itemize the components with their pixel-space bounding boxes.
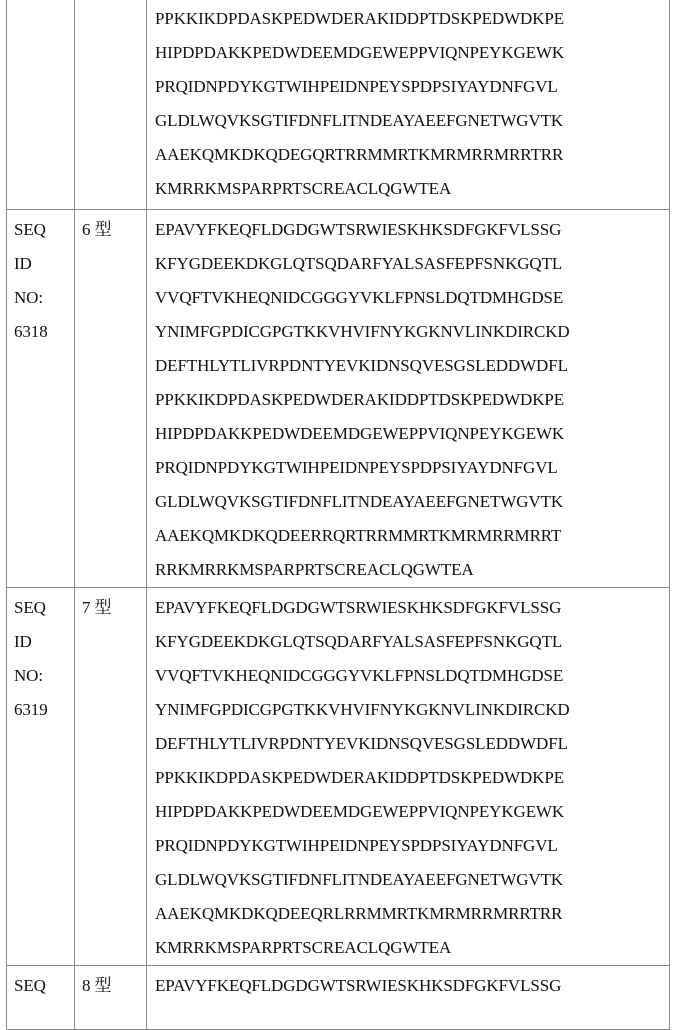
sequence-line: AAEKQMKDKQDEGQRTRRMMRTKMRMRRMRRTRR <box>155 138 669 172</box>
sequence-line: PPKKIKDPDASKPEDWDERAKIDDPTDSKPEDWDKPE <box>155 2 669 36</box>
seq-id-cell <box>7 210 75 588</box>
sequence-line: GLDLWQVKSGTIFDNFLITNDEAYAEEFGNETWGVTK <box>155 863 669 897</box>
sequence-line: PRQIDNPDYKGTWIHPEIDNPEYSPDPSIYAYDNFGVL <box>155 829 669 863</box>
sequence-line: PPKKIKDPDASKPEDWDERAKIDDPTDSKPEDWDKPE <box>155 383 669 417</box>
type-cell <box>75 0 147 210</box>
seq-id-text: SEQ <box>14 213 74 247</box>
sequence-line: DEFTHLYTLIVRPDNTYEVKIDNSQVESGSLEDDWDFL <box>155 727 669 761</box>
sequence-line: EPAVYFKEQFLDGDGWTSRWIESKHKSDFGKFVLSSG <box>155 591 669 625</box>
seq-id-cell <box>7 588 75 966</box>
sequence-line: GLDLWQVKSGTIFDNFLITNDEAYAEEFGNETWGVTK <box>155 485 669 519</box>
sequence-line: KFYGDEEKDKGLQTSQDARFYALSASFEPFSNKGQTL <box>155 247 669 281</box>
sequence-table <box>6 0 670 1030</box>
seq-id-text: ID <box>14 247 74 281</box>
table-row <box>7 0 670 210</box>
sequence-line: PPKKIKDPDASKPEDWDERAKIDDPTDSKPEDWDKPE <box>155 761 669 795</box>
sequence-line: YNIMFGPDICGPGTKKVHVIFNYKGKNVLINKDIRCKD <box>155 315 669 349</box>
seq-id-text: NO: <box>14 659 74 693</box>
seq-id-text: 6318 <box>14 315 74 349</box>
sequence-line: EPAVYFKEQFLDGDGWTSRWIESKHKSDFGKFVLSSG <box>155 969 669 1003</box>
seq-id-text: 6319 <box>14 693 74 727</box>
sequence-line: KFYGDEEKDKGLQTSQDARFYALSASFEPFSNKGQTL <box>155 625 669 659</box>
type-cell <box>75 210 147 588</box>
sequence-line: HIPDPDAKKPEDWDEEMDGEWEPPVIQNPEYKGEWK <box>155 417 669 451</box>
type-label: 7 型 <box>82 591 146 625</box>
table-row <box>7 966 670 1030</box>
sequence-line: EPAVYFKEQFLDGDGWTSRWIESKHKSDFGKFVLSSG <box>155 213 669 247</box>
seq-id-cell <box>7 0 75 210</box>
seq-id-text: SEQ <box>14 969 74 1003</box>
table-row <box>7 210 670 588</box>
sequence-line: HIPDPDAKKPEDWDEEMDGEWEPPVIQNPEYKGEWK <box>155 36 669 70</box>
sequence-cell <box>147 210 670 588</box>
sequence-line: KMRRKMSPARPRTSCREACLQGWTEA <box>155 931 669 965</box>
type-label: 8 型 <box>82 969 146 1003</box>
sequence-line: AAEKQMKDKQDEEQRLRRMMRTKMRMRRMRRTRR <box>155 897 669 931</box>
sequence-line: YNIMFGPDICGPGTKKVHVIFNYKGKNVLINKDIRCKD <box>155 693 669 727</box>
sequence-line: AAEKQMKDKQDEERRQRTRRMMRTKMRMRRMRRT <box>155 519 669 553</box>
sequence-line: KMRRKMSPARPRTSCREACLQGWTEA <box>155 172 669 206</box>
type-cell <box>75 966 147 1030</box>
type-cell <box>75 588 147 966</box>
sequence-cell <box>147 588 670 966</box>
sequence-line: GLDLWQVKSGTIFDNFLITNDEAYAEEFGNETWGVTK <box>155 104 669 138</box>
sequence-line: PRQIDNPDYKGTWIHPEIDNPEYSPDPSIYAYDNFGVL <box>155 451 669 485</box>
table-row <box>7 588 670 966</box>
sequence-line: VVQFTVKHEQNIDCGGGYVKLFPNSLDQTDMHGDSE <box>155 281 669 315</box>
seq-id-text: NO: <box>14 281 74 315</box>
seq-id-text: ID <box>14 625 74 659</box>
sequence-table-body <box>7 0 670 1030</box>
sequence-cell <box>147 0 670 210</box>
seq-id-cell <box>7 966 75 1030</box>
seq-id-text: SEQ <box>14 591 74 625</box>
sequence-line: RRKMRRKMSPARPRTSCREACLQGWTEA <box>155 553 669 587</box>
type-label: 6 型 <box>82 213 146 247</box>
sequence-line: HIPDPDAKKPEDWDEEMDGEWEPPVIQNPEYKGEWK <box>155 795 669 829</box>
sequence-line: DEFTHLYTLIVRPDNTYEVKIDNSQVESGSLEDDWDFL <box>155 349 669 383</box>
sequence-line: PRQIDNPDYKGTWIHPEIDNPEYSPDPSIYAYDNFGVL <box>155 70 669 104</box>
sequence-line: VVQFTVKHEQNIDCGGGYVKLFPNSLDQTDMHGDSE <box>155 659 669 693</box>
sequence-cell <box>147 966 670 1030</box>
